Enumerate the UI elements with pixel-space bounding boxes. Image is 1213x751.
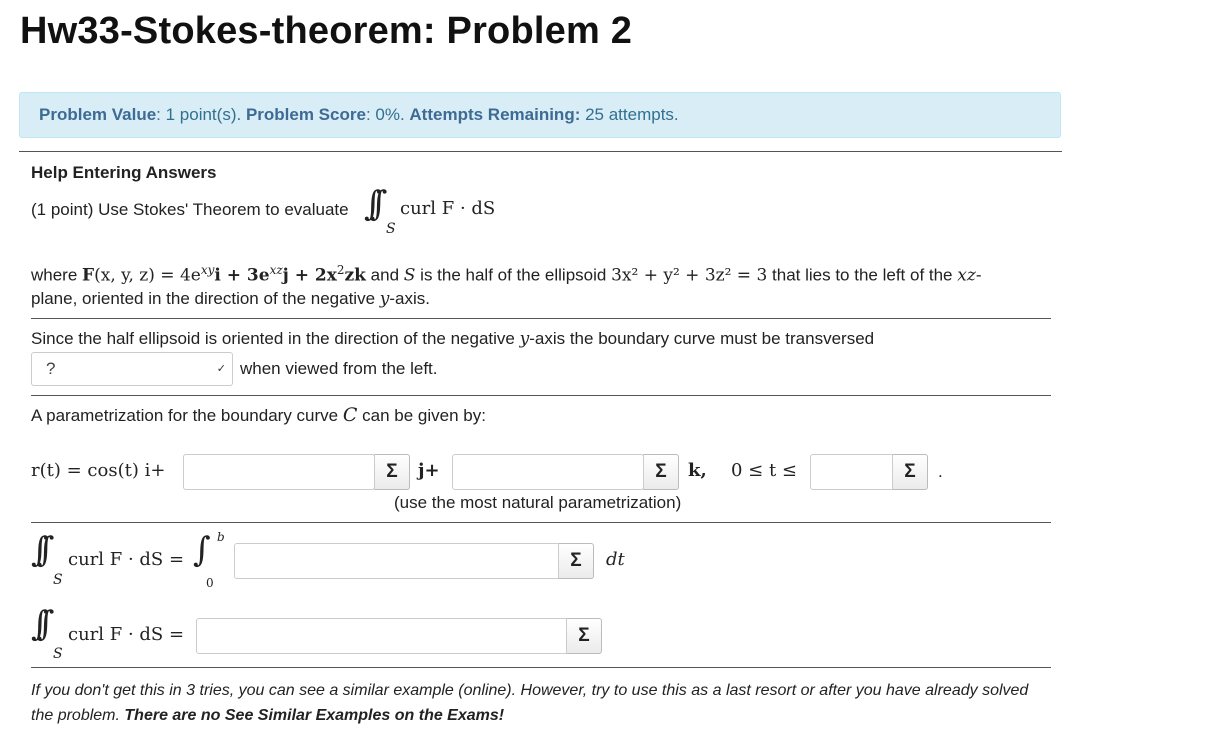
period: . bbox=[938, 462, 943, 481]
single-integral-symbol: ∫ bbox=[193, 530, 199, 570]
divider-top bbox=[19, 151, 1062, 152]
problem-status-box bbox=[19, 92, 1061, 138]
integrand-equation-editor-button[interactable]: Σ bbox=[558, 543, 594, 579]
field-term-2: j + 2x bbox=[282, 265, 337, 286]
field-F: F bbox=[82, 265, 95, 286]
half-ellipsoid-text: is the half of the ellipsoid bbox=[420, 265, 607, 285]
integral2-expr: curl F · dS = bbox=[68, 624, 185, 645]
divider-2 bbox=[31, 395, 1051, 396]
attempts-text: 25 attempts. bbox=[580, 105, 679, 124]
integral1-double-symbol: ∫∫ bbox=[31, 530, 43, 570]
page-title: Hw33-Stokes-theorem: Problem 2 bbox=[20, 10, 633, 52]
orientation-select-value: ? bbox=[46, 359, 56, 378]
orientation-y-var: y bbox=[519, 329, 530, 349]
integral1-expr: curl F · dS = bbox=[68, 549, 185, 570]
dt-label: dt bbox=[606, 549, 625, 570]
ellipsoid-equation: 3x² + y² + 3z² = 3 bbox=[611, 265, 768, 286]
param-intro bbox=[31, 404, 486, 426]
integral1-subscript: S bbox=[53, 572, 63, 588]
integral1-symbol bbox=[31, 530, 42, 570]
problem-line-3 bbox=[31, 289, 430, 309]
orientation-after: when viewed from the left. bbox=[240, 359, 438, 378]
param-intro-prefix: A parametrization for the boundary curve bbox=[31, 406, 339, 425]
problem-integrand: curl F · dS bbox=[400, 198, 496, 219]
j-component-input[interactable] bbox=[183, 454, 375, 490]
integral2-double-symbol: ∫∫ bbox=[31, 604, 43, 644]
problem-intro: (1 point) Use Stokes' Theorem to evaluate bbox=[31, 200, 349, 219]
orientation-select[interactable] bbox=[31, 352, 233, 386]
param-hint: (use the most natural parametrization) bbox=[394, 493, 682, 512]
orientation-question bbox=[31, 329, 874, 349]
where-text: where bbox=[31, 265, 78, 285]
exponent-xz: xz bbox=[269, 263, 283, 277]
problem-where-line bbox=[31, 263, 981, 286]
divider-3 bbox=[31, 522, 1051, 523]
param-lhs: r(t) = cos(t) i+ bbox=[31, 460, 166, 481]
exponent-2: 2 bbox=[336, 263, 345, 277]
param-intro-suffix: can be given by: bbox=[362, 406, 486, 425]
j-equation-editor-button[interactable]: Σ bbox=[374, 454, 410, 490]
integral1-lower: 0 bbox=[206, 576, 214, 590]
integrand-input[interactable] bbox=[234, 543, 560, 579]
left-of-text: that lies to the left of the bbox=[772, 265, 953, 285]
and-text: and bbox=[370, 265, 400, 285]
k-label: k, bbox=[688, 460, 707, 481]
k-equation-editor-button[interactable]: Σ bbox=[643, 454, 679, 490]
j-label: j+ bbox=[418, 460, 440, 481]
divider-1 bbox=[31, 318, 1051, 319]
surface-S: S bbox=[403, 265, 416, 286]
footer-text: If you don't get this in 3 tries, you can see a similar example (online). However, try to use this as a last resort or after you have already solved the problem. bbox=[31, 682, 1029, 724]
problem-value-text: : 1 point(s). bbox=[156, 105, 246, 124]
integral2-symbol bbox=[31, 604, 42, 644]
chevron-down-icon: ✓ bbox=[216, 363, 226, 375]
xz-var: xz bbox=[957, 265, 976, 286]
problem-score-label: Problem Score bbox=[245, 105, 366, 124]
double-integral-symbol: ∫∫ bbox=[364, 184, 376, 224]
footer-note bbox=[31, 678, 1041, 728]
integral-subscript: S bbox=[386, 221, 396, 237]
integral1-upper: b bbox=[217, 530, 225, 544]
k-component-input[interactable] bbox=[452, 454, 644, 490]
problem-value-label: Problem Value bbox=[39, 105, 157, 124]
t-range: 0 ≤ t ≤ bbox=[731, 460, 798, 481]
final-answer-input[interactable] bbox=[196, 618, 568, 654]
orientation-suffix: -axis the boundary curve must be transversed bbox=[529, 329, 875, 348]
t-upper-equation-editor-button[interactable]: Σ bbox=[892, 454, 928, 490]
divider-4 bbox=[31, 667, 1051, 668]
dash: - bbox=[975, 265, 982, 285]
final-equation-editor-button[interactable]: Σ bbox=[566, 618, 602, 654]
curve-C: C bbox=[342, 404, 358, 426]
orientation-prefix: Since the half ellipsoid is oriented in the direction of the negative bbox=[31, 329, 515, 348]
field-term-3: zk bbox=[344, 265, 366, 286]
axis-text: -axis. bbox=[389, 289, 430, 308]
plane-text: plane, oriented in the direction of the negative bbox=[31, 289, 376, 308]
problem-integral bbox=[364, 184, 375, 224]
attempts-label: Attempts Remaining: bbox=[409, 105, 581, 124]
help-entering-answers-link[interactable]: Help Entering Answers bbox=[31, 163, 217, 182]
problem-score-text: : 0%. bbox=[365, 105, 410, 124]
footer-bold: There are no See Similar Examples on the Exams! bbox=[124, 707, 505, 724]
field-args: (x, y, z) = 4e bbox=[94, 265, 201, 286]
field-term-1: i + 3e bbox=[214, 265, 270, 286]
exponent-xy: xy bbox=[200, 263, 215, 277]
integral1-single bbox=[193, 530, 199, 570]
integral2-subscript: S bbox=[53, 646, 63, 662]
y-var: y bbox=[379, 289, 390, 309]
t-upper-bound-input[interactable] bbox=[810, 454, 894, 490]
